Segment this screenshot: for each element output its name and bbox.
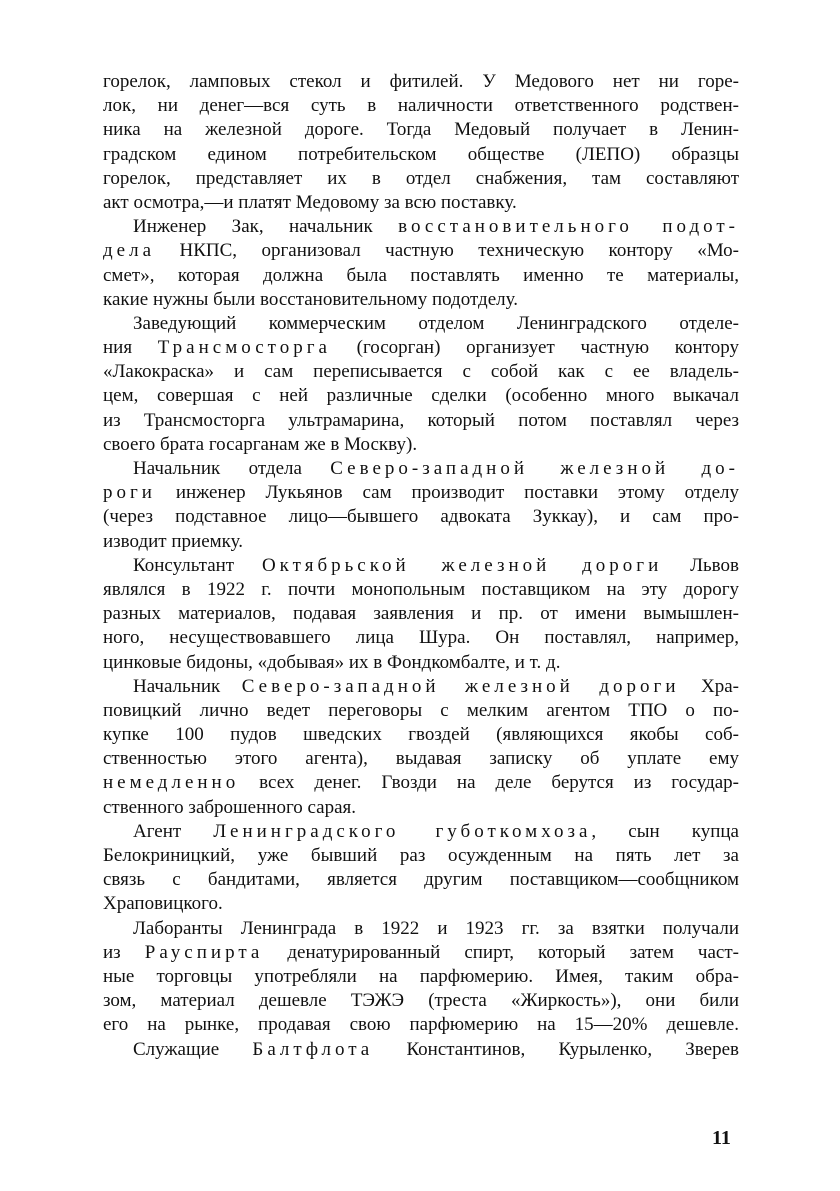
text-line: градском едином потребительском обществе (ЛЕПО) образцы	[103, 143, 739, 165]
text-line: горелок, представляет их в отдел снабжения, там составляют	[103, 167, 739, 189]
text-line: купке 100 пудов шведских гвоздей (являющихся якобы соб-	[103, 724, 739, 746]
text-line: зом, материал дешевле ТЭЖЭ (треста «Жиркость»), они били	[103, 990, 739, 1012]
spaced-emphasis: немедленно	[103, 772, 240, 794]
paragraph-6	[103, 675, 739, 820]
text-line: разных материалов, подавая заявления и пр. от имени вымышлен-	[103, 603, 739, 625]
paragraph-8	[103, 917, 739, 1038]
text-line: роги инженер Лукьянов сам производит поставки этому отделу	[103, 482, 739, 504]
spaced-emphasis: Балтфлота	[252, 1038, 374, 1060]
text-line: ственностью этого агента), выдавая записку об уплате ему	[103, 748, 739, 770]
spaced-emphasis: дела	[103, 240, 156, 262]
text-line: связь с бандитами, является другим поставщиком—сообщником	[103, 869, 739, 891]
page-number: 11	[712, 1127, 731, 1149]
spaced-emphasis: Северо-западной железной до-	[330, 458, 739, 479]
text-line: Храповицкого.	[103, 893, 223, 915]
text-line: ственного заброшенного сарая.	[103, 796, 357, 818]
page-body	[103, 70, 739, 1062]
text-line: являлся в 1922 г. почти монопольным поставщиком на эту дорогу	[103, 578, 739, 600]
text-line: Консультант Октябрьской железной дороги Львов	[133, 554, 739, 576]
text-line: смет», которая должна была поставлять именно те материалы,	[103, 264, 739, 286]
text-line: Белокриницкий, уже бывший раз осужденным на пять лет за	[103, 845, 739, 866]
spaced-emphasis: роги	[103, 482, 156, 504]
text-line: немедленно всех денег. Гвозди на деле берутся из государ-	[103, 772, 739, 794]
spaced-emphasis: восстановительного подот-	[398, 216, 739, 238]
text-line: ника на железной дороге. Тогда Медовый получает в Ленин-	[103, 119, 739, 141]
spaced-emphasis: Трансмосторга	[157, 337, 331, 359]
text-line: лок, ни денег—вся суть в наличности ответственного родствен-	[103, 95, 739, 117]
paragraph-9	[103, 1038, 739, 1062]
text-line: своего брата госарганам же в Москву).	[103, 433, 418, 455]
text-line: дела НКПС, организовал частную техническую контору «Мо-	[103, 240, 739, 262]
text-line: Инженер Зак, начальник восстановительного подот-	[133, 216, 739, 238]
text-line: ные торговцы употребляли на парфюмерию. Имея, таким обра-	[103, 965, 739, 987]
paragraph-2	[103, 215, 739, 312]
text-line: «Лакокраска» и сам переписывается с собой как с ее владель-	[103, 361, 739, 383]
paragraph-1	[103, 70, 739, 215]
text-line: из Рауспирта денатурированный спирт, который затем част-	[103, 941, 739, 963]
text-line: (через подставное лицо—бывшего адвоката Зуккау), и сам про-	[103, 506, 739, 528]
paragraph-4	[103, 457, 739, 554]
spaced-emphasis: Октябрьской железной дороги	[261, 554, 663, 576]
text-line: ного, несуществовавшего лица Шура. Он поставлял, например,	[103, 627, 739, 649]
text-line: его на рынке, продавая свою парфюмерию на 15—20% дешевле.	[103, 1014, 739, 1036]
text-line: цинковые бидоны, «добывая» их в Фондкомбалте, и т. д.	[103, 651, 561, 673]
paragraph-5	[103, 554, 739, 675]
text-line: Агент Ленинградского губоткомхоза, сын купца	[133, 820, 739, 842]
paragraph-7	[103, 820, 739, 917]
text-line: горелок, ламповых стекол и фитилей. У Медового нет ни горе-	[103, 71, 739, 92]
paragraph-3	[103, 312, 739, 457]
text-line: цем, совершая с ней различные сделки (особенно много выкачал	[103, 385, 739, 407]
text-line: акт осмотра,—и платят Медовому за всю поставку.	[103, 191, 517, 213]
spaced-emphasis: Рауспирта	[144, 941, 264, 963]
text-line: Начальник отдела Северо-западной железной до-	[133, 458, 739, 479]
text-line: изводит приемку.	[103, 530, 243, 552]
spaced-emphasis: Ленинградского губоткомхоза	[213, 820, 592, 842]
text-line: повицкий лично ведет переговоры с мелким агентом ТПО о по-	[103, 699, 739, 721]
text-line: какие нужны были восстановительному подотделу.	[103, 288, 518, 310]
text-line: Начальник Северо-западной железной дороги Хра-	[133, 675, 739, 697]
spaced-emphasis: Северо-западной железной дороги	[241, 675, 680, 697]
text-line: ния Трансмосторга (госорган) организует частную контору	[103, 337, 739, 359]
text-line: из Трансмосторга ультрамарина, который потом поставлял через	[103, 409, 739, 431]
text-line: Заведующий коммерческим отделом Ленинградского отделе-	[133, 312, 739, 334]
text-line: Служащие Балтфлота Константинов, Курыленко, Зверев	[133, 1038, 739, 1060]
text-line: Лаборанты Ленинграда в 1922 и 1923 гг. за взятки получали	[133, 917, 739, 939]
